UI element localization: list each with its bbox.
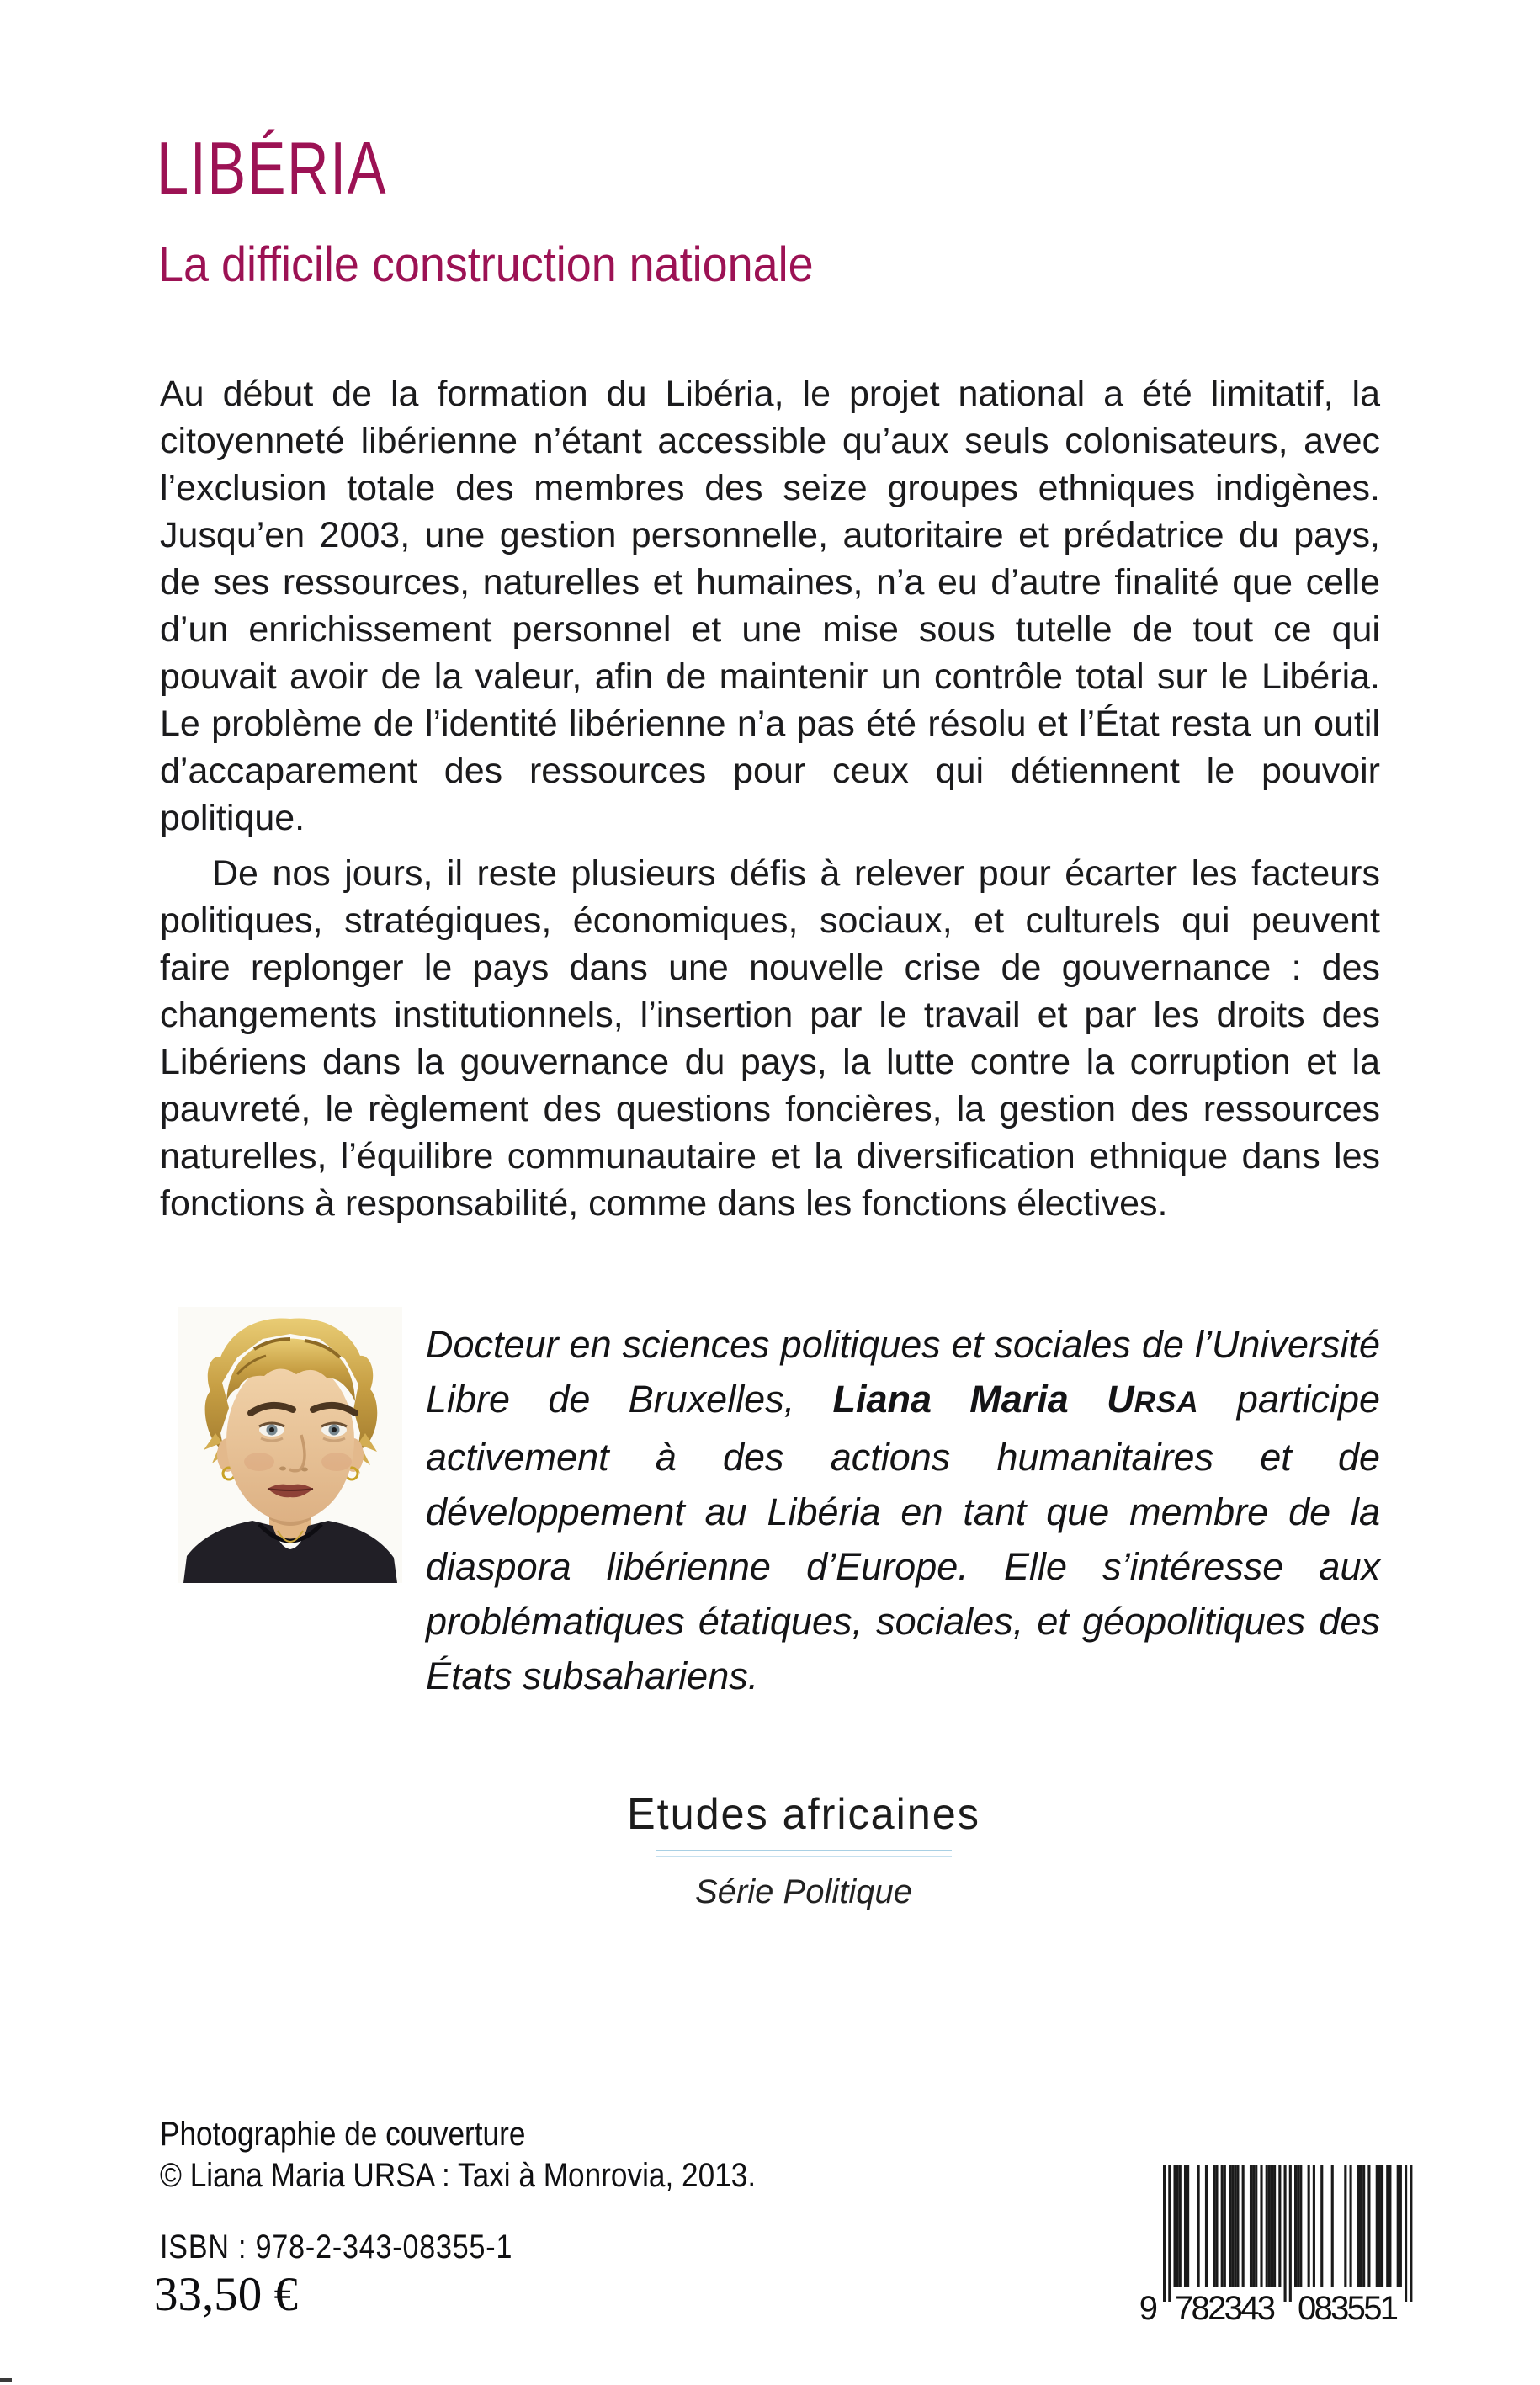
blush-left [244, 1453, 274, 1471]
photo-credit-line1: Photographie de couverture [160, 2116, 526, 2153]
barcode-digits-right: 083551 [1298, 2290, 1399, 2327]
bio-text-before: Docteur en sciences politiques et sociales de l’Université Libre de Bruxelles, [426, 1323, 1380, 1421]
ean13-barcode [1138, 2163, 1432, 2331]
collection-divider [656, 1850, 952, 1857]
blush-right [321, 1453, 352, 1471]
print-registration-dash [0, 2378, 12, 2382]
barcode-digit-first: 9 [1139, 2290, 1158, 2327]
author-photo [178, 1307, 402, 1583]
pupil-left [269, 1427, 274, 1432]
collection-name: Etudes africaines [627, 1790, 980, 1839]
price: 33,50 € [154, 2268, 298, 2321]
book-title: LIBÉRIA [157, 126, 388, 210]
bio-text-after: participe activement à des actions humanitaires et de développement au Libéria en tant que membre de la diaspora libérienne d’Europe. Elle s’intéresse aux problématiques étatiques, sociales, et géopolitiques des États subsahariens. [426, 1378, 1381, 1697]
author-bio [426, 1317, 1380, 1703]
synopsis [160, 370, 1380, 1227]
photo-credit [160, 2114, 756, 2196]
isbn: ISBN : 978-2-343-08355-1 [160, 2228, 513, 2265]
pupil-right [332, 1427, 337, 1432]
book-subtitle: La difficile construction nationale [158, 237, 814, 292]
author-name: Liana Maria U [832, 1378, 1134, 1421]
photo-credit-line2: © Liana Maria URSA : Taxi à Monrovia, 2013. [160, 2157, 757, 2194]
nostril [279, 1467, 286, 1471]
author-section [178, 1307, 1380, 1703]
synopsis-paragraph-2: De nos jours, il reste plusieurs défis à relever pour écarter les facteurs politiques, stratégiques, économiques, sociaux, et culturels qui peuvent faire replonger le pays dans une nouvelle crise de gouvernance : des changements institutionnels, l’insertion par le travail et par les droits des Libériens dans la gouvernance du pays, la lutte contre la corruption et la pauvreté, le règlement des questions foncières, la gestion des ressources naturelles, l’équilibre communautaire et la diversification ethnique dans les fonctions à responsabilité, comme dans les fonctions électives. [160, 853, 1380, 1224]
author-portrait-photo [178, 1307, 402, 1583]
nostril-2 [301, 1468, 308, 1472]
barcode-bars [1163, 2165, 1412, 2302]
barcode-digits-left: 782343 [1175, 2290, 1276, 2327]
collection-series: Série Politique [695, 1873, 912, 1910]
author-name-smallcaps: RSA [1134, 1386, 1199, 1419]
collection-block [67, 1789, 1540, 1911]
synopsis-paragraph-1: Au début de la formation du Libéria, le projet national a été limitatif, la citoyenneté libérienne n’étant accessible qu’aux seuls colonisateurs, avec l’exclusion totale des membres des seize groupes ethniques indigènes. Jusqu’en 2003, une gestion personnelle, autoritaire et prédatrice du pays, de ses ressources, naturelles et humaines, n’a eu d’autre finalité que celle d’un enrichissement personnel et une mise sous tutelle de tout ce qui pouvait avoir de la valeur, afin de maintenir un contrôle total sur le Libéria. Le problème de l’identité libérienne n’a pas été résolu et l’État resta un outil d’accaparement des ressources pour ceux qui détiennent le pouvoir politique. [160, 374, 1380, 838]
